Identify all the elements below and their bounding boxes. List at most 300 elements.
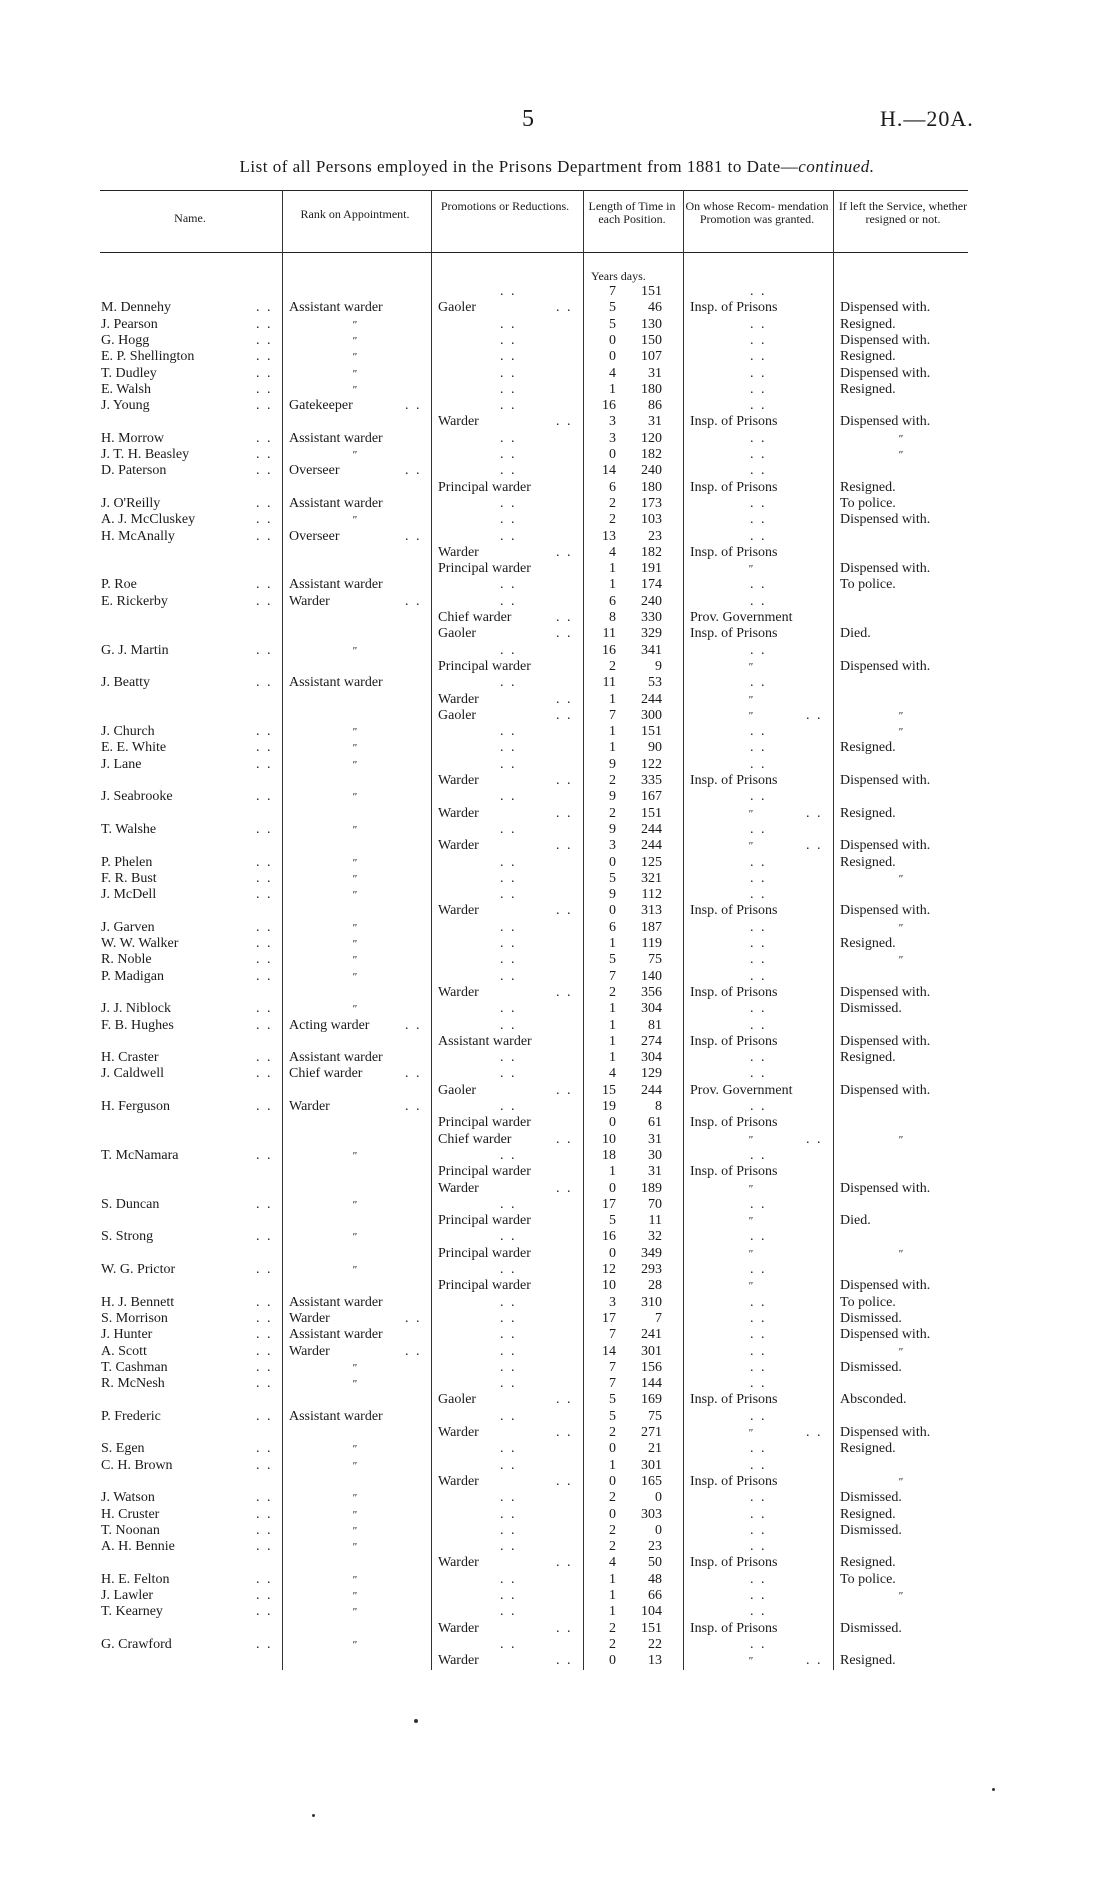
length-years: 0 — [609, 903, 616, 918]
column-header-recommendation: On whose Recom- mendation Promotion was granted. — [685, 199, 829, 226]
length-years: 0 — [609, 1115, 616, 1130]
length-days: 335 — [641, 773, 662, 788]
ditto-mark: " — [898, 433, 903, 445]
leader-dots: . . — [500, 855, 517, 870]
length-days: 107 — [641, 349, 662, 364]
promotion: Principal warder — [438, 561, 531, 576]
leader-dots: . . — [750, 1539, 767, 1554]
ditto-mark: " — [352, 954, 357, 966]
leader-dots: . . — [500, 1507, 517, 1522]
leader-dots: . . — [750, 594, 767, 609]
promotion: Chief warder — [438, 610, 512, 625]
recommended-by: Insp. of Prisons — [690, 480, 778, 495]
length-years: 9 — [609, 822, 616, 837]
length-days: 53 — [648, 675, 662, 690]
ditto-mark: " — [352, 889, 357, 901]
leader-dots: . . — [750, 333, 767, 348]
length-years: 14 — [602, 1344, 616, 1359]
person-name: M. Dennehy — [101, 300, 171, 315]
leader-dots: . . — [256, 920, 273, 935]
leader-dots: . . — [500, 1099, 517, 1114]
length-days: 48 — [648, 1572, 662, 1587]
length-days: 301 — [641, 1458, 662, 1473]
length-days: 11 — [648, 1213, 662, 1228]
left-service-status: Dispensed with. — [840, 333, 931, 348]
leader-dots: . . — [256, 398, 273, 413]
leader-dots: . . — [556, 545, 573, 560]
length-days: 301 — [641, 1344, 662, 1359]
leader-dots: . . — [500, 1229, 517, 1244]
leader-dots: . . — [500, 1637, 517, 1652]
ditto-mark: " — [352, 922, 357, 934]
left-service-status: Resigned. — [840, 855, 896, 870]
leader-dots: . . — [500, 317, 517, 332]
length-years: 1 — [609, 692, 616, 707]
length-days: 329 — [641, 626, 662, 641]
promotion: Gaoler — [438, 300, 477, 315]
leader-dots: . . — [750, 1229, 767, 1244]
leader-dots: . . — [750, 1148, 767, 1163]
person-name: E. P. Shellington — [101, 349, 195, 364]
person-name: S. Egen — [101, 1441, 145, 1456]
leader-dots: . . — [256, 969, 273, 984]
recommended-by: Insp. of Prisons — [690, 300, 778, 315]
leader-dots: . . — [750, 496, 767, 511]
leader-dots: . . — [500, 1360, 517, 1375]
leader-dots: . . — [256, 740, 273, 755]
left-service-status: Resigned. — [840, 1653, 896, 1668]
ditto-mark: " — [352, 873, 357, 885]
ditto-mark: " — [352, 824, 357, 836]
ditto-mark: " — [898, 1248, 903, 1260]
leader-dots: . . — [256, 952, 273, 967]
ditto-mark: " — [898, 1346, 903, 1358]
length-years: 4 — [609, 1555, 616, 1570]
leader-dots: . . — [500, 1001, 517, 1016]
leader-dots: . . — [750, 512, 767, 527]
leader-dots: . . — [500, 284, 517, 299]
length-years: 5 — [609, 952, 616, 967]
left-service-status: To police. — [840, 577, 896, 592]
rank-on-appointment: Overseer — [289, 463, 340, 478]
length-years: 5 — [609, 1213, 616, 1228]
ditto-mark: " — [352, 1231, 357, 1243]
person-name: A. Scott — [101, 1344, 147, 1359]
ditto-mark: " — [352, 1606, 357, 1618]
length-years: 10 — [602, 1278, 616, 1293]
length-years: 19 — [602, 1099, 616, 1114]
person-name: T. McNamara — [101, 1148, 179, 1163]
leader-dots: . . — [500, 724, 517, 739]
left-service-status: Dismissed. — [840, 1001, 902, 1016]
leader-dots: . . — [256, 1148, 273, 1163]
leader-dots: . . — [256, 463, 273, 478]
leader-dots: . . — [500, 1458, 517, 1473]
length-days: 349 — [641, 1246, 662, 1261]
length-years: 1 — [609, 1604, 616, 1619]
ditto-mark: " — [898, 873, 903, 885]
length-years: 7 — [609, 1376, 616, 1391]
length-years: 6 — [609, 920, 616, 935]
column-divider — [583, 190, 584, 1670]
length-days: 119 — [641, 936, 662, 951]
length-years: 6 — [609, 480, 616, 495]
ditto-mark: " — [748, 661, 753, 673]
length-years: 1 — [609, 1588, 616, 1603]
leader-dots: . . — [500, 1490, 517, 1505]
left-service-status: Dispensed with. — [840, 985, 931, 1000]
length-years: 0 — [609, 1441, 616, 1456]
person-name: J. Caldwell — [101, 1066, 164, 1081]
left-service-status: Resigned. — [840, 936, 896, 951]
length-days: 330 — [641, 610, 662, 625]
person-name: J. Beatty — [101, 675, 150, 690]
length-years: 0 — [609, 855, 616, 870]
leader-dots: . . — [405, 463, 422, 478]
leader-dots: . . — [556, 903, 573, 918]
leader-dots: . . — [256, 1066, 273, 1081]
leader-dots: . . — [500, 1311, 517, 1326]
column-header-rank: Rank on Appointment. — [300, 207, 410, 221]
length-years: 2 — [609, 773, 616, 788]
length-years: 6 — [609, 594, 616, 609]
length-days: 293 — [641, 1262, 662, 1277]
person-name: H. McAnally — [101, 529, 175, 544]
leader-dots: . . — [500, 529, 517, 544]
leader-dots: . . — [556, 1474, 573, 1489]
person-name: P. Phelen — [101, 855, 153, 870]
leader-dots: . . — [750, 952, 767, 967]
length-days: 125 — [641, 855, 662, 870]
leader-dots: . . — [500, 496, 517, 511]
leader-dots: . . — [256, 1441, 273, 1456]
person-name: J. Watson — [101, 1490, 155, 1505]
length-days: 180 — [641, 480, 662, 495]
leader-dots: . . — [256, 855, 273, 870]
leader-dots: . . — [256, 1001, 273, 1016]
leader-dots: . . — [750, 1344, 767, 1359]
length-days: 144 — [641, 1376, 662, 1391]
left-service-status: Dismissed. — [840, 1523, 902, 1538]
leader-dots: . . — [405, 1018, 422, 1033]
length-years: 10 — [602, 1132, 616, 1147]
leader-dots: . . — [750, 284, 767, 299]
length-days: 304 — [641, 1001, 662, 1016]
ditto-mark: " — [748, 808, 753, 820]
ditto-mark: " — [748, 1427, 753, 1439]
leader-dots: . . — [256, 1523, 273, 1538]
length-years: 1 — [609, 1018, 616, 1033]
leader-dots: . . — [750, 675, 767, 690]
person-name: R. McNesh — [101, 1376, 165, 1391]
promotion: Principal warder — [438, 1213, 531, 1228]
person-name: T. Noonan — [101, 1523, 160, 1538]
leader-dots: . . — [750, 431, 767, 446]
ditto-mark: " — [352, 368, 357, 380]
promotion: Principal warder — [438, 1164, 531, 1179]
leader-dots: . . — [256, 382, 273, 397]
left-service-status: Resigned. — [840, 740, 896, 755]
leader-dots: . . — [750, 317, 767, 332]
length-years: 11 — [602, 675, 616, 690]
length-years: 9 — [609, 789, 616, 804]
length-years: 0 — [609, 1507, 616, 1522]
leader-dots: . . — [500, 740, 517, 755]
leader-dots: . . — [500, 594, 517, 609]
length-days: 31 — [648, 1164, 662, 1179]
leader-dots: . . — [500, 1050, 517, 1065]
length-days: 31 — [648, 366, 662, 381]
length-years: 1 — [609, 1050, 616, 1065]
leader-dots: . . — [750, 529, 767, 544]
leader-dots: . . — [750, 1360, 767, 1375]
rank-on-appointment: Assistant warder — [289, 1409, 383, 1424]
length-days: 8 — [655, 1099, 662, 1114]
leader-dots: . . — [806, 806, 823, 821]
ditto-mark: " — [352, 1362, 357, 1374]
leader-dots: . . — [500, 1376, 517, 1391]
leader-dots: . . — [256, 1637, 273, 1652]
leader-dots: . . — [256, 1229, 273, 1244]
length-years: 2 — [609, 1425, 616, 1440]
leader-dots: . . — [750, 1018, 767, 1033]
leader-dots: . . — [256, 1099, 273, 1114]
length-days: 151 — [641, 806, 662, 821]
length-years: 1 — [609, 577, 616, 592]
header-bottom-rule — [100, 252, 968, 253]
person-name: H. Morrow — [101, 431, 164, 446]
length-days: 90 — [648, 740, 662, 755]
length-days: 75 — [648, 952, 662, 967]
ditto-mark: " — [898, 710, 903, 722]
leader-dots: . . — [500, 1588, 517, 1603]
leader-dots: . . — [556, 1181, 573, 1196]
length-years: 18 — [602, 1148, 616, 1163]
column-divider — [833, 190, 834, 1670]
length-years: 16 — [602, 643, 616, 658]
table-top-rule — [100, 190, 968, 191]
promotion: Warder — [438, 806, 479, 821]
rank-on-appointment: Assistant warder — [289, 496, 383, 511]
length-days: 86 — [648, 398, 662, 413]
leader-dots: . . — [256, 431, 273, 446]
ditto-mark: " — [352, 449, 357, 461]
length-years: 8 — [609, 610, 616, 625]
length-years: 2 — [609, 806, 616, 821]
leader-dots: . . — [750, 936, 767, 951]
ditto-mark: " — [898, 954, 903, 966]
leader-dots: . . — [556, 708, 573, 723]
leader-dots: . . — [256, 822, 273, 837]
length-years: 16 — [602, 1229, 616, 1244]
promotion: Warder — [438, 414, 479, 429]
promotion: Warder — [438, 838, 479, 853]
length-days: 9 — [655, 659, 662, 674]
length-days: 23 — [648, 1539, 662, 1554]
promotion: Warder — [438, 545, 479, 560]
leader-dots: . . — [256, 1490, 273, 1505]
leader-dots: . . — [500, 952, 517, 967]
ditto-mark: " — [352, 1199, 357, 1211]
person-name: T. Kearney — [101, 1604, 163, 1619]
leader-dots: . . — [256, 1572, 273, 1587]
person-name: G. Crawford — [101, 1637, 172, 1652]
length-days: 31 — [648, 1132, 662, 1147]
ditto-mark: " — [352, 319, 357, 331]
leader-dots: . . — [256, 333, 273, 348]
rank-on-appointment: Assistant warder — [289, 300, 383, 315]
leader-dots: . . — [405, 529, 422, 544]
person-name: P. Roe — [101, 577, 137, 592]
length-days: 356 — [641, 985, 662, 1000]
length-years: 0 — [609, 349, 616, 364]
length-years: 0 — [609, 333, 616, 348]
person-name: E. Walsh — [101, 382, 151, 397]
ditto-mark: " — [352, 726, 357, 738]
leader-dots: . . — [256, 300, 273, 315]
leader-dots: . . — [256, 1197, 273, 1212]
length-days: 244 — [641, 1083, 662, 1098]
leader-dots: . . — [500, 969, 517, 984]
person-name: F. B. Hughes — [101, 1018, 174, 1033]
left-service-status: To police. — [840, 1295, 896, 1310]
ditto-mark: " — [748, 1134, 753, 1146]
recommended-by: Insp. of Prisons — [690, 1621, 778, 1636]
leader-dots: . . — [750, 1197, 767, 1212]
rank-on-appointment: Warder — [289, 594, 330, 609]
length-years: 15 — [602, 1083, 616, 1098]
leader-dots: . . — [256, 1018, 273, 1033]
left-service-status: Dispensed with. — [840, 561, 931, 576]
person-name: F. R. Bust — [101, 871, 157, 886]
person-name: S. Duncan — [101, 1197, 160, 1212]
length-days: 0 — [655, 1523, 662, 1538]
ditto-mark: " — [748, 710, 753, 722]
left-service-status: Dispensed with. — [840, 366, 931, 381]
length-years: 4 — [609, 545, 616, 560]
ditto-mark: " — [352, 857, 357, 869]
length-years: 0 — [609, 1181, 616, 1196]
left-service-status: Dispensed with. — [840, 300, 931, 315]
length-days: 151 — [641, 724, 662, 739]
length-years: 1 — [609, 1572, 616, 1587]
leader-dots: . . — [256, 529, 273, 544]
leader-dots: . . — [500, 1148, 517, 1163]
leader-dots: . . — [750, 1262, 767, 1277]
leader-dots: . . — [750, 1507, 767, 1522]
rank-on-appointment: Acting warder — [289, 1018, 370, 1033]
leader-dots: . . — [750, 1490, 767, 1505]
ditto-mark: " — [352, 351, 357, 363]
column-header-left-service: If left the Service, whether resigned or not. — [838, 199, 968, 226]
leader-dots: . . — [750, 871, 767, 886]
ditto-mark: " — [352, 742, 357, 754]
length-days: 66 — [648, 1588, 662, 1603]
length-years: 0 — [609, 1653, 616, 1668]
person-name: C. H. Brown — [101, 1458, 173, 1473]
recommended-by: Insp. of Prisons — [690, 1164, 778, 1179]
leader-dots: . . — [500, 1262, 517, 1277]
ditto-mark: " — [898, 449, 903, 461]
leader-dots: . . — [256, 1409, 273, 1424]
left-service-status: Dispensed with. — [840, 1327, 931, 1342]
promotion: Warder — [438, 985, 479, 1000]
person-name: H. E. Felton — [101, 1572, 170, 1587]
ditto-mark: " — [352, 759, 357, 771]
leader-dots: . . — [750, 1327, 767, 1342]
promotion: Warder — [438, 692, 479, 707]
leader-dots: . . — [500, 349, 517, 364]
length-days: 13 — [648, 1653, 662, 1668]
leader-dots: . . — [500, 1441, 517, 1456]
length-days: 167 — [641, 789, 662, 804]
ditto-mark: " — [352, 1003, 357, 1015]
leader-dots: . . — [256, 594, 273, 609]
length-days: 304 — [641, 1050, 662, 1065]
length-years: 1 — [609, 936, 616, 951]
recommended-by: Insp. of Prisons — [690, 1474, 778, 1489]
leader-dots: . . — [556, 610, 573, 625]
left-service-status: Resigned. — [840, 1555, 896, 1570]
leader-dots: . . — [556, 300, 573, 315]
length-years: 9 — [609, 757, 616, 772]
length-years: 1 — [609, 1164, 616, 1179]
leader-dots: . . — [556, 985, 573, 1000]
rank-on-appointment: Overseer — [289, 529, 340, 544]
length-days: 240 — [641, 463, 662, 478]
rank-on-appointment: Warder — [289, 1344, 330, 1359]
length-years: 0 — [609, 447, 616, 462]
leader-dots: . . — [256, 1376, 273, 1391]
recommended-by: Insp. of Prisons — [690, 1392, 778, 1407]
length-years: 2 — [609, 512, 616, 527]
leader-dots: . . — [500, 1572, 517, 1587]
promotion: Principal warder — [438, 659, 531, 674]
length-days: 21 — [648, 1441, 662, 1456]
left-service-status: Resigned. — [840, 1507, 896, 1522]
left-service-status: Dispensed with. — [840, 1083, 931, 1098]
length-days: 30 — [648, 1148, 662, 1163]
person-name: J. J. Niblock — [101, 1001, 171, 1016]
recommended-by: Insp. of Prisons — [690, 1034, 778, 1049]
leader-dots: . . — [806, 1653, 823, 1668]
recommended-by: Insp. of Prisons — [690, 545, 778, 560]
page-number: 5 — [522, 106, 534, 132]
leader-dots: . . — [500, 1604, 517, 1619]
leader-dots: . . — [256, 496, 273, 511]
length-days: 156 — [641, 1360, 662, 1375]
person-name: T. Dudley — [101, 366, 157, 381]
leader-dots: . . — [256, 447, 273, 462]
leader-dots: . . — [256, 789, 273, 804]
leader-dots: . . — [806, 1132, 823, 1147]
leader-dots: . . — [556, 1425, 573, 1440]
leader-dots: . . — [750, 1441, 767, 1456]
leader-dots: . . — [500, 431, 517, 446]
ditto-mark: " — [352, 1509, 357, 1521]
person-name: J. Lawler — [101, 1588, 154, 1603]
ink-mark — [312, 1814, 315, 1817]
leader-dots: . . — [256, 1458, 273, 1473]
rank-on-appointment: Assistant warder — [289, 577, 383, 592]
ditto-mark: " — [748, 694, 753, 706]
leader-dots: . . — [750, 1050, 767, 1065]
promotion: Principal warder — [438, 1278, 531, 1293]
recommended-by: Insp. of Prisons — [690, 903, 778, 918]
length-years: 5 — [609, 1392, 616, 1407]
length-days: 103 — [641, 512, 662, 527]
promotion: Warder — [438, 773, 479, 788]
